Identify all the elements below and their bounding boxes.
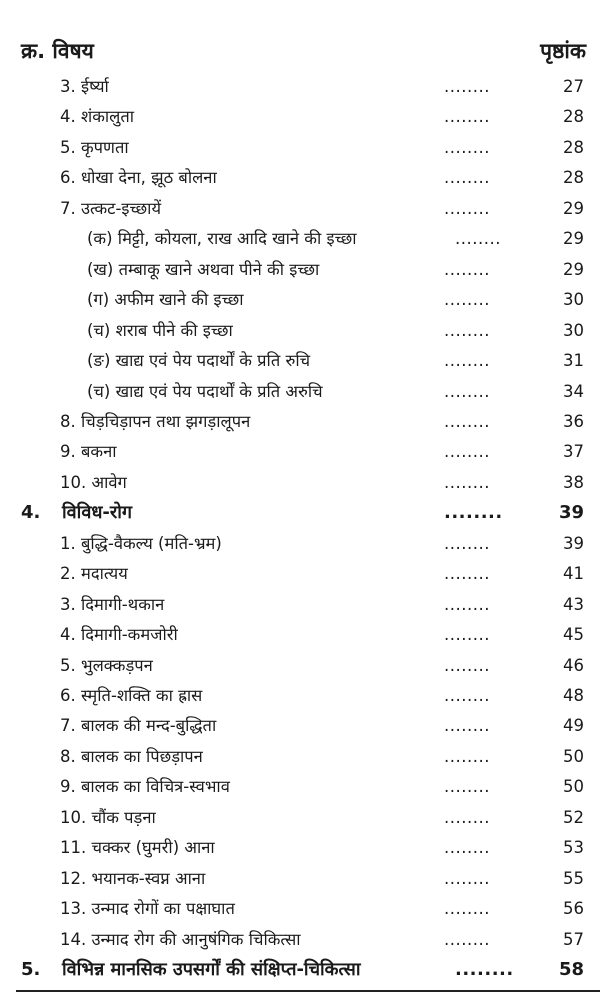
- dot-leader: ........: [444, 107, 490, 127]
- entry-title: (क) मिट्टी, कोयला, राख आदि खाने की इच्छा: [87, 229, 357, 249]
- entry-title: 5. भुलक्कड़पन: [60, 655, 153, 675]
- entry-title: (ग) अफीम खाने की इच्छा: [87, 290, 244, 310]
- entry-title: 7. उत्कट-इच्छायें: [60, 198, 162, 218]
- entry-title: 4. शंकालुता: [60, 107, 135, 127]
- dot-leader: ........: [444, 746, 490, 766]
- entry-title: 12. भयानक-स्वप्न आना: [60, 868, 206, 888]
- page-number: 45: [563, 625, 584, 645]
- page-number: 50: [563, 777, 584, 797]
- entry-title: 7. बालक की मन्द-बुद्धिता: [60, 716, 217, 736]
- dot-leader: ........: [444, 198, 490, 218]
- toc-section-row: [0, 498, 600, 528]
- dot-leader: ........: [444, 351, 490, 371]
- entry-title: (ङ) खाद्य एवं पेय पदार्थों के प्रति रुचि: [87, 351, 311, 371]
- toc-entry-row: [0, 590, 600, 620]
- entry-title: विभिन्न मानसिक उपसर्गों की संक्षिप्त-चिकित्सा: [62, 959, 361, 981]
- page-number: 28: [563, 107, 584, 127]
- entry-title: 6. धोखा देना, झूठ बोलना: [60, 168, 217, 188]
- toc-entry-row: [0, 772, 600, 802]
- page-number: 29: [563, 198, 584, 218]
- bottom-rule: [16, 990, 600, 992]
- toc-entry-row: [0, 407, 600, 437]
- page-number: 29: [563, 259, 584, 279]
- toc-header-left: क्र. विषय: [21, 39, 94, 63]
- page-number: 28: [563, 168, 584, 188]
- dot-leader: ........: [444, 625, 490, 645]
- section-number: 4.: [21, 502, 41, 524]
- toc-entry-row: [0, 925, 600, 955]
- toc-entry-row: [0, 224, 600, 254]
- entry-title: 5. कृपणता: [60, 137, 129, 157]
- entry-title: 4. दिमागी-कमजोरी: [60, 625, 178, 645]
- dot-leader: ........: [444, 411, 490, 431]
- entry-title: 6. स्मृति-शक्ति का ह्रास: [60, 686, 203, 705]
- dot-leader: ........: [444, 290, 490, 310]
- dot-leader: ........: [444, 442, 490, 462]
- dot-leader: ........: [444, 77, 490, 96]
- page-number: 39: [563, 533, 584, 553]
- entry-title: 9. बकना: [60, 442, 117, 462]
- dot-leader: ........: [444, 564, 490, 584]
- toc-section-row: [0, 955, 600, 985]
- page-number: 58: [558, 959, 584, 981]
- toc-entry-row: [0, 163, 600, 193]
- entry-title: 10. चौंक पड़ना: [60, 807, 156, 827]
- toc-entry-row: [0, 468, 600, 498]
- page-number: 55: [563, 868, 584, 888]
- toc-entry-row: [0, 316, 600, 346]
- section-number: 5.: [21, 959, 41, 981]
- dot-leader: ........: [444, 929, 490, 949]
- page-number: 29: [563, 229, 584, 249]
- page-number: 50: [563, 746, 584, 766]
- entry-title: (ख) तम्बाकू खाने अथवा पीने की इच्छा: [87, 259, 320, 279]
- dot-leader: ........: [444, 533, 490, 553]
- toc-entry-row: [0, 437, 600, 467]
- entry-title: (च) शराब पीने की इच्छा: [87, 320, 233, 340]
- page-number: 36: [563, 411, 584, 431]
- dot-leader: ........: [444, 899, 490, 919]
- dot-leader: ........: [444, 381, 490, 401]
- toc-entry-row: [0, 864, 600, 894]
- entry-title: (च) खाद्य एवं पेय पदार्थों के प्रति अरुचि: [87, 381, 323, 401]
- toc-entry-row: [0, 803, 600, 833]
- dot-leader: ........: [444, 777, 490, 797]
- dot-leader: ........: [444, 716, 490, 736]
- toc-entry-row: [0, 681, 600, 711]
- toc-entry-row: [0, 285, 600, 315]
- dot-leader: ........: [444, 259, 490, 279]
- page-number: 48: [563, 686, 584, 705]
- toc-entry-row: [0, 742, 600, 772]
- toc-entry-row: [0, 102, 600, 132]
- toc-entry-row: [0, 346, 600, 376]
- page-number: 57: [563, 929, 584, 949]
- dot-leader: ........: [444, 320, 490, 340]
- page-number: 53: [563, 838, 584, 858]
- toc-entry-row: [0, 894, 600, 924]
- dot-leader: ........: [444, 686, 490, 705]
- toc-entry-row: [0, 651, 600, 681]
- dot-leader: ........: [444, 137, 490, 157]
- toc-entry-row: [0, 833, 600, 863]
- dot-leader: ........: [444, 838, 490, 858]
- toc-entry-row: [0, 133, 600, 163]
- page-number: 30: [563, 290, 584, 310]
- dot-leader: ........: [444, 502, 503, 524]
- toc-entry-row: [0, 255, 600, 285]
- entry-title: 1. बुद्धि-वैकल्य (मति-भ्रम): [60, 533, 222, 553]
- dot-leader: ........: [444, 655, 490, 675]
- entry-title: 14. उन्माद रोग की आनुषंगिक चिकित्सा: [60, 929, 301, 949]
- page-number: 39: [558, 502, 584, 524]
- page-number: 56: [563, 899, 584, 919]
- entry-title: 2. मदात्यय: [60, 564, 128, 584]
- page-number: 37: [563, 442, 584, 462]
- page-number: 41: [563, 564, 584, 584]
- dot-leader: ........: [444, 472, 490, 492]
- toc-entry-row: [0, 620, 600, 650]
- toc-entry-row: [0, 194, 600, 224]
- dot-leader: ........: [444, 168, 490, 188]
- entry-title: 11. चक्कर (घुमरी) आना: [60, 838, 215, 858]
- entry-title: 3. दिमागी-थकान: [60, 594, 165, 614]
- dot-leader: ........: [444, 868, 490, 888]
- page-number: 46: [563, 655, 584, 675]
- page-number: 31: [563, 351, 584, 371]
- toc-entry-row: [0, 711, 600, 741]
- page-number: 27: [563, 77, 584, 96]
- toc-header-right: पृष्ठांक: [540, 39, 586, 63]
- toc-entry-row: [0, 377, 600, 407]
- page-number: 38: [563, 472, 584, 492]
- page-number: 43: [563, 594, 584, 614]
- page-number: 30: [563, 320, 584, 340]
- entry-title: 13. उन्माद रोगों का पक्षाघात: [60, 899, 235, 919]
- page-number: 34: [563, 381, 584, 401]
- entry-title: 8. चिड़चिड़ापन तथा झगड़ालूपन: [60, 411, 251, 431]
- toc-entry-row: [0, 559, 600, 589]
- dot-leader: ........: [444, 594, 490, 614]
- entry-title: 8. बालक का पिछड़ापन: [60, 746, 203, 766]
- toc-entry-row: [0, 529, 600, 559]
- dot-leader: ........: [455, 959, 514, 981]
- entry-title: विविध-रोग: [62, 502, 133, 524]
- page-number: 49: [563, 716, 584, 736]
- entry-title: 9. बालक का विचित्र-स्वभाव: [60, 777, 230, 797]
- dot-leader: ........: [444, 807, 490, 827]
- entry-title: 10. आवेग: [60, 472, 127, 492]
- toc-entry-row: [0, 72, 600, 102]
- entry-title: 3. ईर्ष्या: [60, 77, 109, 96]
- page-number: 52: [563, 807, 584, 827]
- dot-leader: ........: [455, 229, 501, 249]
- page-number: 28: [563, 137, 584, 157]
